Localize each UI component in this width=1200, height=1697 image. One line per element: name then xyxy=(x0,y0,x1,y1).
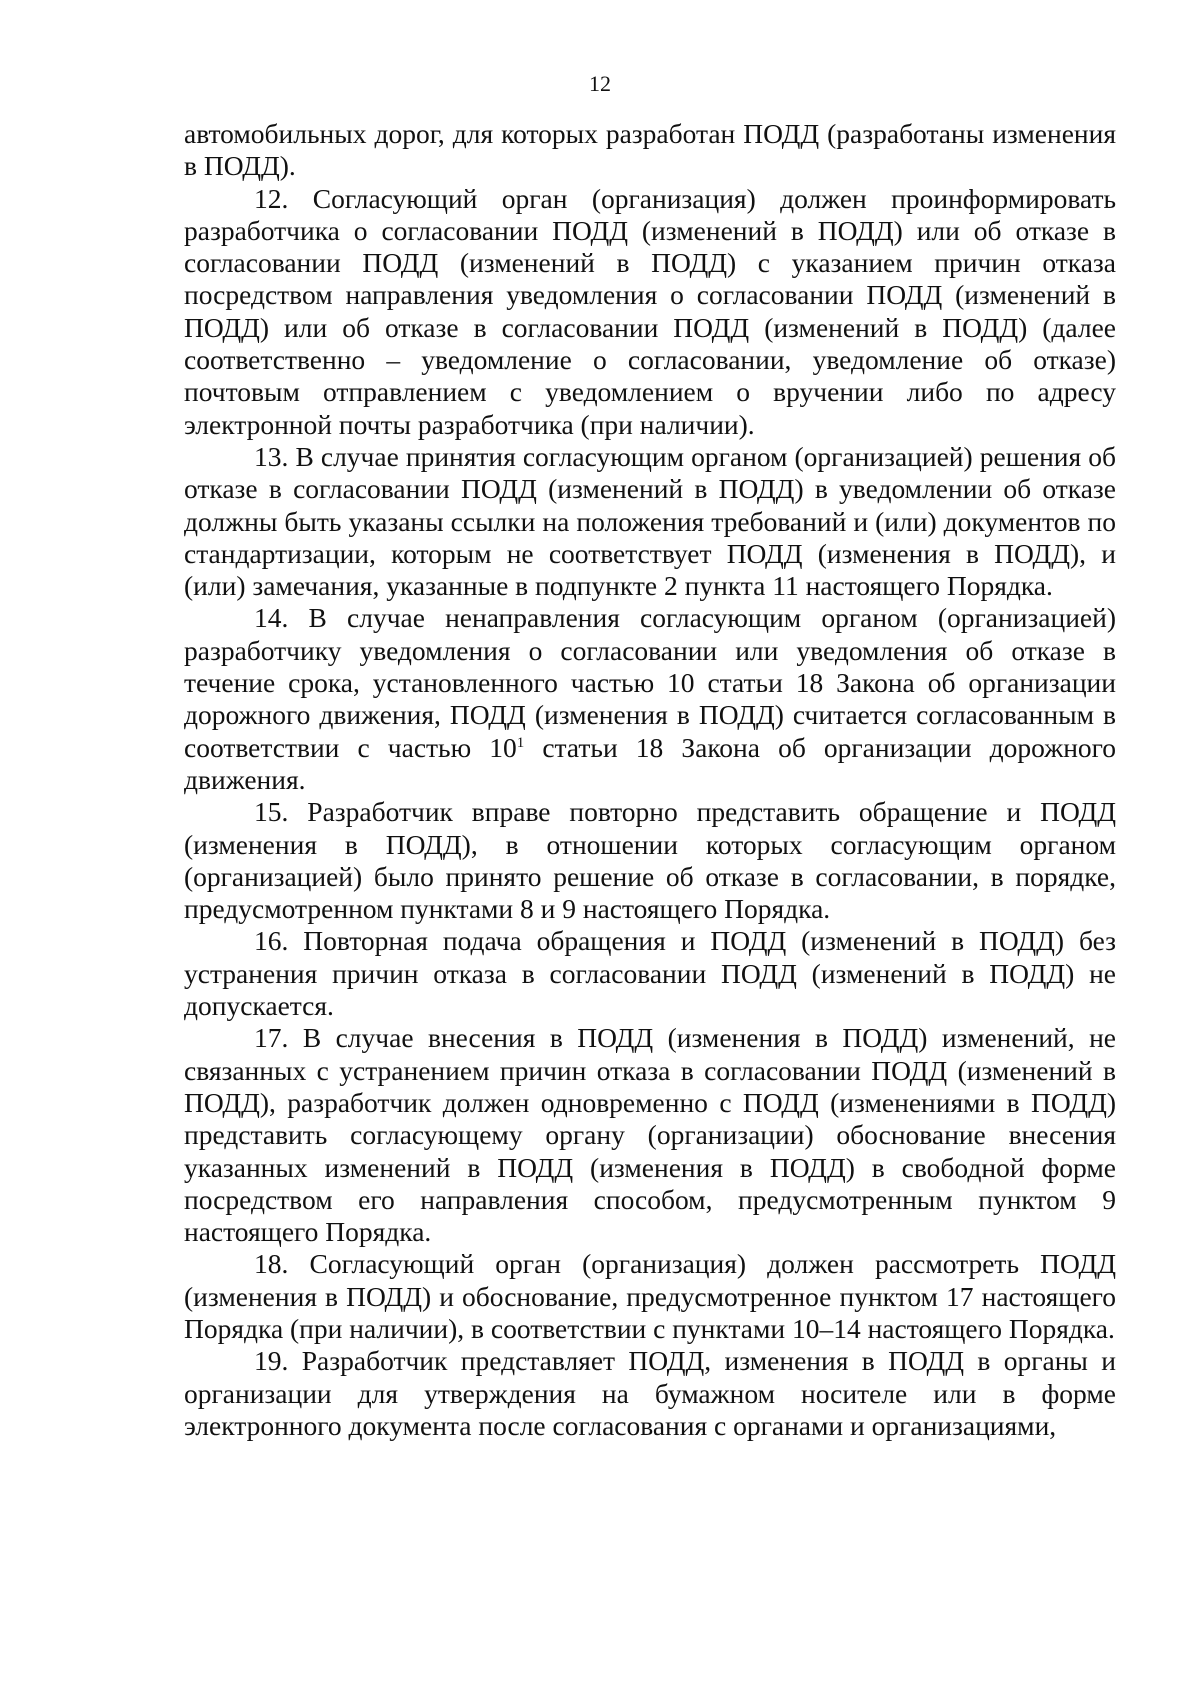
page-number: 12 xyxy=(589,71,611,96)
paragraph-14-text-before: 14. В случае ненаправления согласующим органом (организацией) разработчику уведомления о согласовании или уведомления об отказе в течение срока, установленного частью 10 статьи 18 Закона об организации дорожного движения, ПОДД (изменения в ПОДД) считается согласованным в соответствии с частью 10 xyxy=(184,602,1116,763)
paragraph-12: 12. Согласующий орган (организация) должен проинформировать разработчика о согласовании ПОДД (изменений в ПОДД) или об отказе в согласовании ПОДД (изменений в ПОДД) с указанием причин отказа посредством направления уведомления о согласовании ПОДД (изменений в ПОДД) или об отказе в согласовании ПОДД (изменений в ПОДД) (далее соответственно – уведомление о согласовании, уведомление об отказе) почтовым отправлением с уведомлением о вручении либо по адресу электронной почты разработчика (при наличии). xyxy=(184,182,1116,440)
superscript-index: 1 xyxy=(516,734,525,751)
paragraph-16: 16. Повторная подача обращения и ПОДД (изменений в ПОДД) без устранения причин отказа в согласовании ПОДД (изменений в ПОДД) не допускается. xyxy=(184,925,1116,1022)
paragraph-19: 19. Разработчик представляет ПОДД, изменения в ПОДД в органы и организации для утверждения на бумажном носителе или в форме электронного документа после согласования с органами и организациями, xyxy=(184,1345,1116,1441)
paragraph-continuation: автомобильных дорог, для которых разработан ПОДД (разработаны изменения в ПОДД). xyxy=(184,118,1116,182)
paragraph-17: 17. В случае внесения в ПОДД (изменения в ПОДД) изменений, не связанных с устранением причин отказа в согласовании ПОДД (изменений в ПОДД), разработчик должен одновременно с ПОДД (изменениями в ПОДД) представить согласующему органу (организации) обоснование внесения указанных изменений в ПОДД (изменения в ПОДД) в свободной форме посредством его направления способом, предусмотренным пунктом 9 настоящего Порядка. xyxy=(184,1022,1116,1248)
document-body xyxy=(184,118,1116,1442)
paragraph-13: 13. В случае принятия согласующим органом (организацией) решения об отказе в согласовании ПОДД (изменений в ПОДД) в уведомлении об отказе должны быть указаны ссылки на положения требований и (или) документов по стандартизации, которым не соответствует ПОДД (изменения в ПОДД), и (или) замечания, указанные в подпункте 2 пункта 11 настоящего Порядка. xyxy=(184,440,1116,602)
paragraph-15: 15. Разработчик вправе повторно представить обращение и ПОДД (изменения в ПОДД), в отношении которых согласующим органом (организацией) было принято решение об отказе в согласовании, в порядке, предусмотренном пунктами 8 и 9 настоящего Порядка. xyxy=(184,796,1116,925)
paragraph-14 xyxy=(184,602,1116,796)
paragraph-18: 18. Согласующий орган (организация) должен рассмотреть ПОДД (изменения в ПОДД) и обоснование, предусмотренное пунктом 17 настоящего Порядка (при наличии), в соответствии с пунктами 10–14 настоящего Порядка. xyxy=(184,1248,1116,1344)
paragraph-14-text-after: статьи 18 Закона об организации дорожного движения. xyxy=(184,731,1117,795)
